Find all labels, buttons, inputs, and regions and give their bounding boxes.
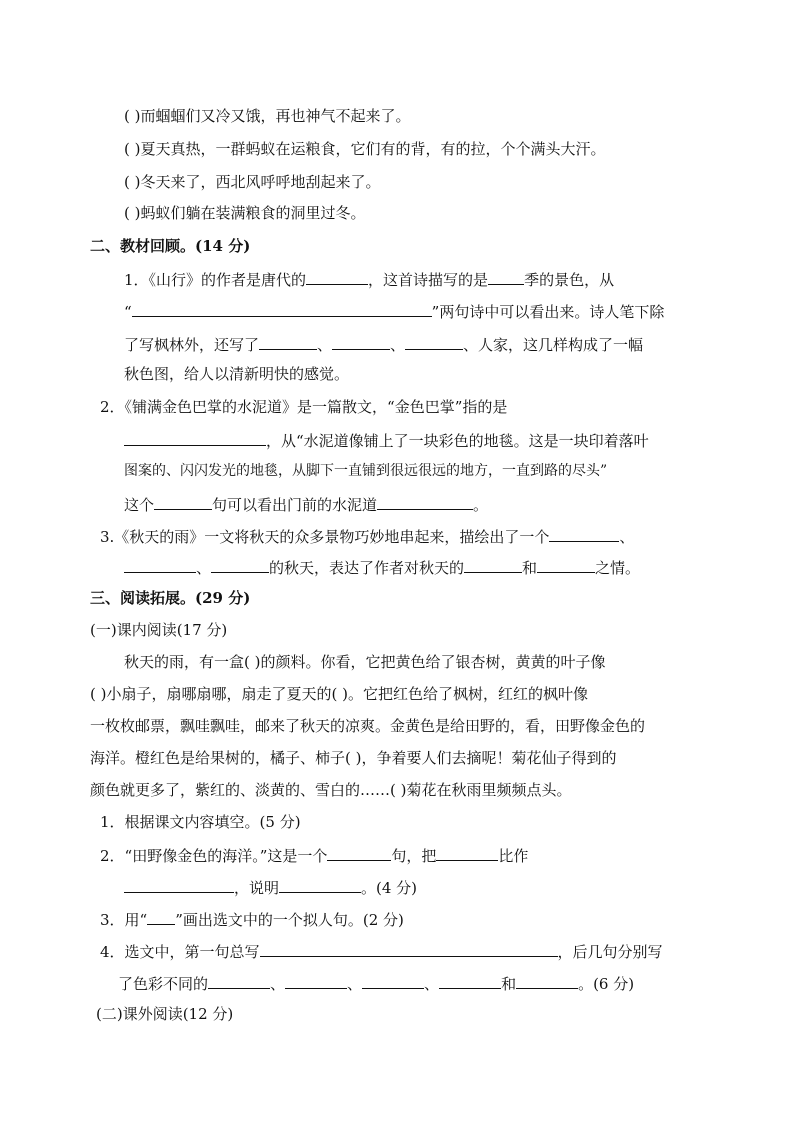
blank[interactable] (377, 493, 473, 510)
text: 、 (347, 975, 363, 993)
order-item: ( )蚂蚁们躺在装满粮食的洞里过冬。 (124, 204, 366, 222)
blank[interactable] (436, 844, 498, 861)
section-heading: 三、阅读拓展。(29 分) (90, 589, 251, 607)
question-1-line-1 (124, 268, 614, 290)
blank[interactable] (488, 268, 524, 285)
blank[interactable] (405, 333, 463, 350)
text: 和 (522, 559, 538, 577)
question-1-line-2 (124, 300, 664, 322)
blank[interactable] (327, 844, 391, 861)
text: 之情。 (595, 559, 641, 577)
text: 、人家，这几样构成了一幅 (463, 336, 644, 354)
question-3-line-1 (100, 525, 634, 547)
section-heading: 二、教材回顾。(14 分) (90, 237, 251, 255)
blank[interactable] (537, 556, 595, 573)
text: 。(4 分) (361, 879, 418, 897)
text: 1．《山行》的作者是唐代的 (124, 271, 307, 289)
blank[interactable] (306, 268, 368, 285)
text: ”画出选文中的一个拟人句。(2 分) (175, 911, 404, 929)
question-1-line-3 (124, 333, 643, 355)
passage-line: 一枚枚邮票，飘哇飘哇，邮来了秋天的凉爽。金黄色是给田野的，看，田野像金色的 (90, 717, 646, 735)
text: 的秋天，表达了作者对秋天的 (269, 559, 465, 577)
text: 、 (424, 975, 440, 993)
question-2-line-1: 2．《铺满金色巴掌的水泥道》是一篇散文，“金色巴掌”指的是 (100, 398, 508, 416)
blank[interactable] (549, 525, 619, 542)
passage-line: 海洋。橙红色是给果树的，橘子、柿子( )，争着要人们去摘呢！菊花仙子得到的 (90, 749, 617, 767)
text: 。 (473, 496, 489, 514)
blank[interactable] (439, 972, 501, 989)
question-3-line-2 (124, 556, 640, 578)
order-item: ( )夏天真热，一群蚂蚁在运粮食，它们有的背，有的拉，个个满头大汗。 (124, 140, 606, 158)
blank[interactable] (147, 908, 175, 925)
text: 、 (619, 528, 635, 546)
text: 、 (317, 336, 333, 354)
text: ”两句诗中可以看出来。诗人笔下除 (431, 303, 665, 321)
text: 句可以看出门前的水泥道 (212, 496, 378, 514)
text: ，这首诗描写的是 (368, 271, 489, 289)
text: ，后几句分别写 (557, 943, 663, 961)
passage-line: 颜色就更多了，紫红的、淡黄的、雪白的……( )菊花在秋雨里频频点头。 (90, 781, 572, 799)
question-2-line-2 (124, 429, 649, 451)
question-2-line-3: 图案的、闪闪发光的地毯，从脚下一直铺到很远很远的地方，一直到路的尽头” (124, 463, 608, 479)
blank[interactable] (211, 556, 269, 573)
reading-question-1: 1．根据课文内容填空。(5 分) (100, 813, 301, 831)
blank[interactable] (285, 972, 347, 989)
text: 。(6 分) (578, 975, 635, 993)
blank[interactable] (464, 556, 522, 573)
reading-question-3 (100, 908, 404, 930)
text: 3．用“ (100, 911, 148, 929)
order-item: ( )而蝈蝈们又冷又饿，再也神气不起来了。 (124, 107, 411, 125)
text: ，从“水泥道像铺上了一块彩色的地毯。这是一块印着落叶 (266, 432, 649, 450)
blank[interactable] (132, 300, 432, 317)
text: 、 (196, 559, 212, 577)
subsection-heading: (一)课内阅读(17 分) (90, 621, 228, 639)
blank[interactable] (362, 972, 424, 989)
blank[interactable] (124, 876, 234, 893)
text: 了写枫林外，还写了 (124, 336, 260, 354)
reading-question-2-line-1 (100, 844, 528, 866)
text: 了色彩不同的 (118, 975, 209, 993)
question-2-line-4 (124, 493, 488, 515)
text: 这个 (124, 496, 155, 514)
blank[interactable] (124, 429, 266, 446)
text: 比作 (498, 847, 529, 865)
text: “ (124, 303, 132, 321)
text: 和 (501, 975, 517, 993)
blank[interactable] (154, 493, 212, 510)
reading-question-2-line-2 (124, 876, 417, 898)
blank[interactable] (208, 972, 270, 989)
text: 、 (270, 975, 286, 993)
text: ，说明 (234, 879, 280, 897)
text: 4．选文中，第一句总写 (100, 943, 260, 961)
blank[interactable] (124, 556, 196, 573)
blank[interactable] (516, 972, 578, 989)
text: 句，把 (391, 847, 437, 865)
blank[interactable] (259, 333, 317, 350)
reading-question-4-line-1 (100, 940, 663, 962)
passage-line: ( )小扇子，扇哪扇哪，扇走了夏天的( )。它把红色给了枫树，红红的枫叶像 (90, 685, 588, 703)
subsection-heading: (二)课外阅读(12 分) (96, 1005, 234, 1023)
text: 3.《秋天的雨》一文将秋天的众多景物巧妙地串起来，描绘出了一个 (100, 528, 550, 546)
reading-question-4-line-2 (118, 972, 634, 994)
passage-line: 秋天的雨，有一盒( )的颜料。你看，它把黄色给了银杏树，黄黄的叶子像 (124, 653, 606, 671)
text: 2．“田野像金色的海洋。”这是一个 (100, 847, 328, 865)
text: 、 (390, 336, 406, 354)
blank[interactable] (260, 940, 558, 957)
blank[interactable] (279, 876, 361, 893)
blank[interactable] (332, 333, 390, 350)
question-1-line-4: 秋色图，给人以清新明快的感觉。 (124, 365, 350, 383)
order-item: ( )冬天来了，西北风呼呼地刮起来了。 (124, 173, 381, 191)
text: 季的景色，从 (524, 271, 615, 289)
